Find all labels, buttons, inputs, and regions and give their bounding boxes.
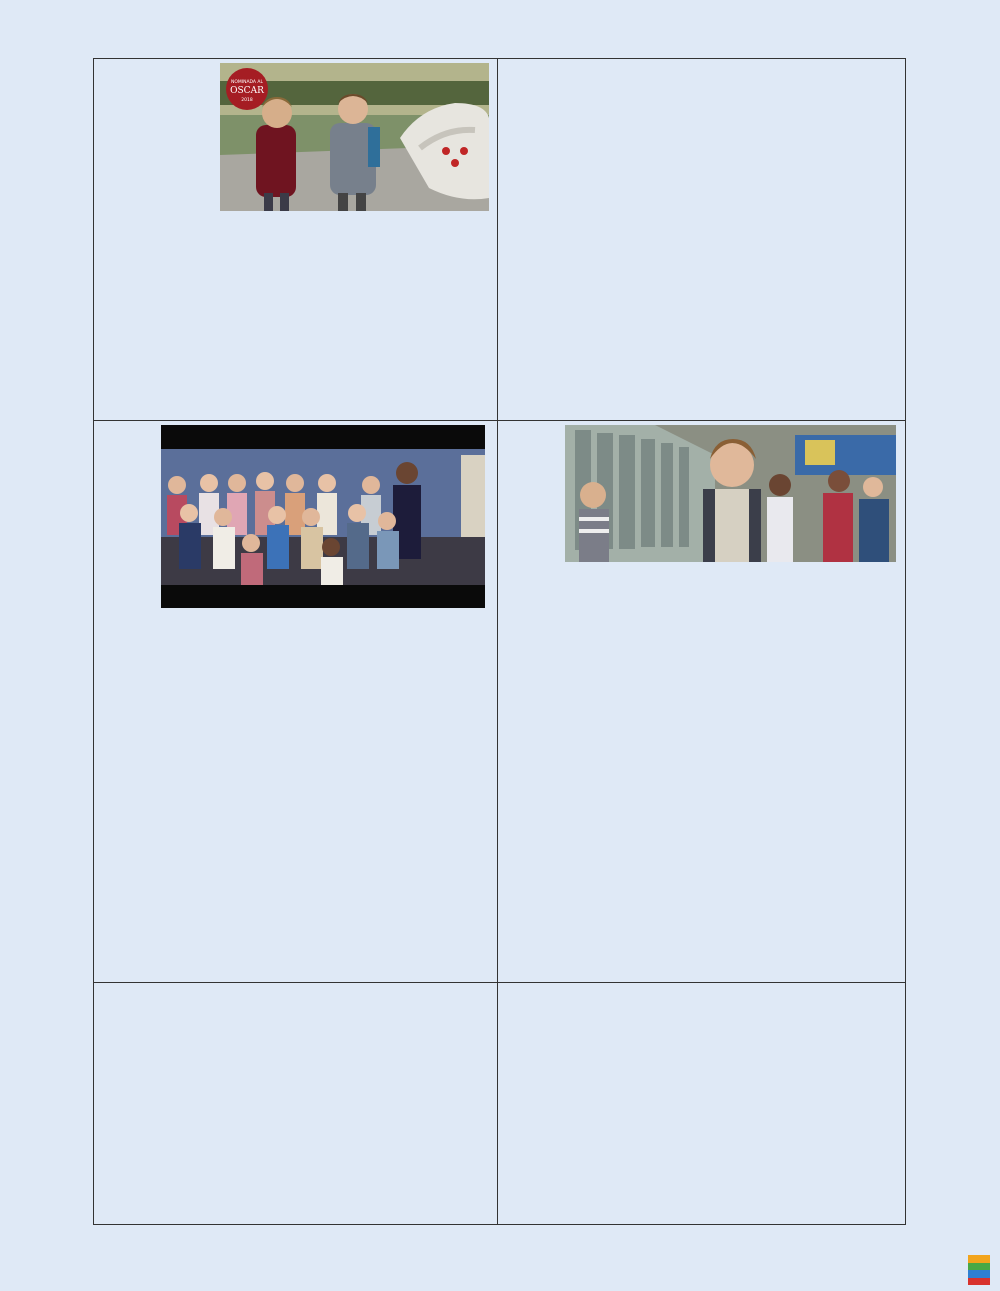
- movie-still-class-photo: [161, 425, 485, 608]
- quiz-table: [93, 58, 906, 1225]
- question-cell-13: [94, 421, 498, 983]
- logo-mark: [968, 1255, 990, 1285]
- photo-image: [220, 63, 489, 211]
- border-bottom: [40, 1236, 960, 1250]
- logo-letter: [968, 1263, 990, 1271]
- logo-letter: [968, 1255, 990, 1263]
- question-cell-14: [498, 421, 906, 983]
- movie-still-school-hallway: [565, 425, 896, 562]
- border-top: [40, 40, 960, 54]
- svg-text:NOMINADA AL: NOMINADA AL: [230, 80, 264, 85]
- question-cell-11: [94, 59, 498, 421]
- question-cell-16: [498, 983, 906, 1225]
- logo-letter: [968, 1270, 990, 1278]
- liveworksheets-logo[interactable]: [968, 1253, 992, 1287]
- border-right: [942, 40, 956, 1248]
- logo-letter: [968, 1278, 990, 1286]
- movie-still-school-courtyard: [220, 63, 489, 211]
- svg-text:2018: 2018: [241, 98, 253, 103]
- question-cell-15: [94, 983, 498, 1225]
- question-cell-12: [498, 59, 906, 421]
- photo-image: [565, 425, 896, 562]
- border-left: [40, 40, 54, 1248]
- svg-text:OSCAR: OSCAR: [230, 86, 264, 96]
- photo-image: [161, 425, 485, 608]
